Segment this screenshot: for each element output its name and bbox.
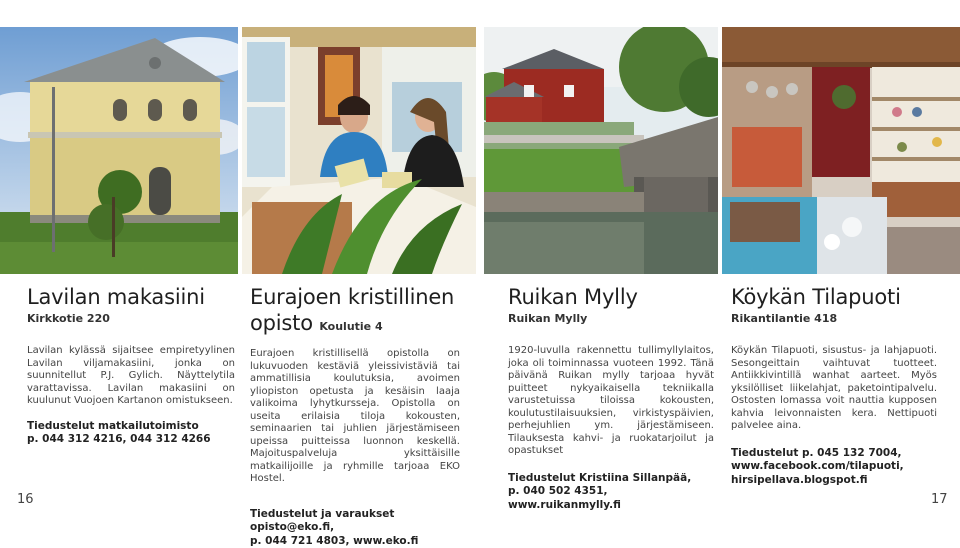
contact-line: Tiedustelut Kristiina Sillanpää,: [508, 472, 714, 486]
contact-line: Tiedustelut matkailutoimisto: [27, 420, 235, 434]
section-body: Lavilan kylässä sijaitsee empiretyylinen Lavilan viljamakasiini, jonka on suunnitellut P.J. Gylich. Näyttelytila varattavissa. Lavilan makasiini on kuulunut Vuojoen Kartanon omistukseen.: [27, 345, 235, 408]
section-body: 1920-luvulla rakennettu tullimyllylaitos, joka oli toiminnassa vuoteen 1992. Tänä päivänä Ruikan mylly tarjoaa hyvät puitteet nykyaikaisella tekniikalla varustetuissa tiloissa kokousten, koulutustilaisuuksien, virkistyspäivien, perhejuhlien ym. järjestämiseen. Tilauksesta kahvi- ja ruokatarjoilut ja opastukset: [508, 345, 714, 458]
section-title-part: opisto: [250, 311, 313, 335]
section-body: Köykän Tilapuoti, sisustus- ja lahjapuoti. Sesongeittain vaihtuvat tuotteet. Antiikkivintillä wanhat aarteet. Myös yksilölliset liikelahjat, paketointipalvelu. Ostosten lomassa voit nauttia kupposen kahvia leivonnaisten kera. Nettipuoti palvelee aina.: [731, 345, 937, 433]
section-title-line2: [250, 310, 460, 340]
section-title: Ruikan Mylly: [508, 284, 714, 310]
page-number-right: 17: [931, 492, 948, 507]
section-ruikan-mylly: [508, 284, 714, 512]
photo-koykan-tilapuoti: [722, 27, 960, 274]
photo-eurajoen-opisto: [242, 27, 476, 274]
photo-lavilan-makasiini: [0, 27, 238, 274]
section-address: Kirkkotie 220: [27, 312, 235, 325]
contact-line: www.facebook.com/tilapuoti,: [731, 460, 937, 474]
section-title: Eurajoen kristillinen: [250, 284, 460, 310]
section-koykan-tilapuoti: [731, 284, 937, 487]
photo-ruikan-mylly: [484, 27, 718, 274]
contact-line: hirsipellava.blogspot.fi: [731, 474, 937, 488]
section-title: Lavilan makasiini: [27, 284, 235, 310]
section-address: Ruikan Mylly: [508, 312, 714, 325]
contact-line: p. 044 721 4803, www.eko.fi: [250, 535, 460, 548]
contact-line: Tiedustelut ja varaukset opisto@eko.fi,: [250, 508, 460, 535]
contact-line: p. 044 312 4216, 044 312 4266: [27, 433, 235, 447]
section-lavilan-makasiini: [27, 284, 235, 447]
section-address: Koulutie 4: [319, 320, 382, 333]
section-eurajoen-opisto: [250, 284, 460, 548]
contact-line: Tiedustelut p. 045 132 7004,: [731, 447, 937, 461]
section-address: Rikantilantie 418: [731, 312, 937, 325]
section-body: Eurajoen kristillisellä opistolla on lukuvuoden kestäviä yleissivistäviä tai ammatillisia koulutuksia, avoimen yliopiston opetusta ja kesäisin laaja valikoima lyhytkursseja. Opistolla on useita erilaisia tiloja kokousten, seminaarien tai juhlien järjestämiseen upeissa puitteissa luonnon keskellä. Majoituspalveluja yksittäisille matkailijoille ja ryhmille tarjoaa EKO Hostel.: [250, 348, 460, 486]
page-number-left: 16: [17, 492, 34, 507]
section-title: Köykän Tilapuoti: [731, 284, 937, 310]
contact-line: p. 040 502 4351, www.ruikanmylly.fi: [508, 485, 714, 512]
